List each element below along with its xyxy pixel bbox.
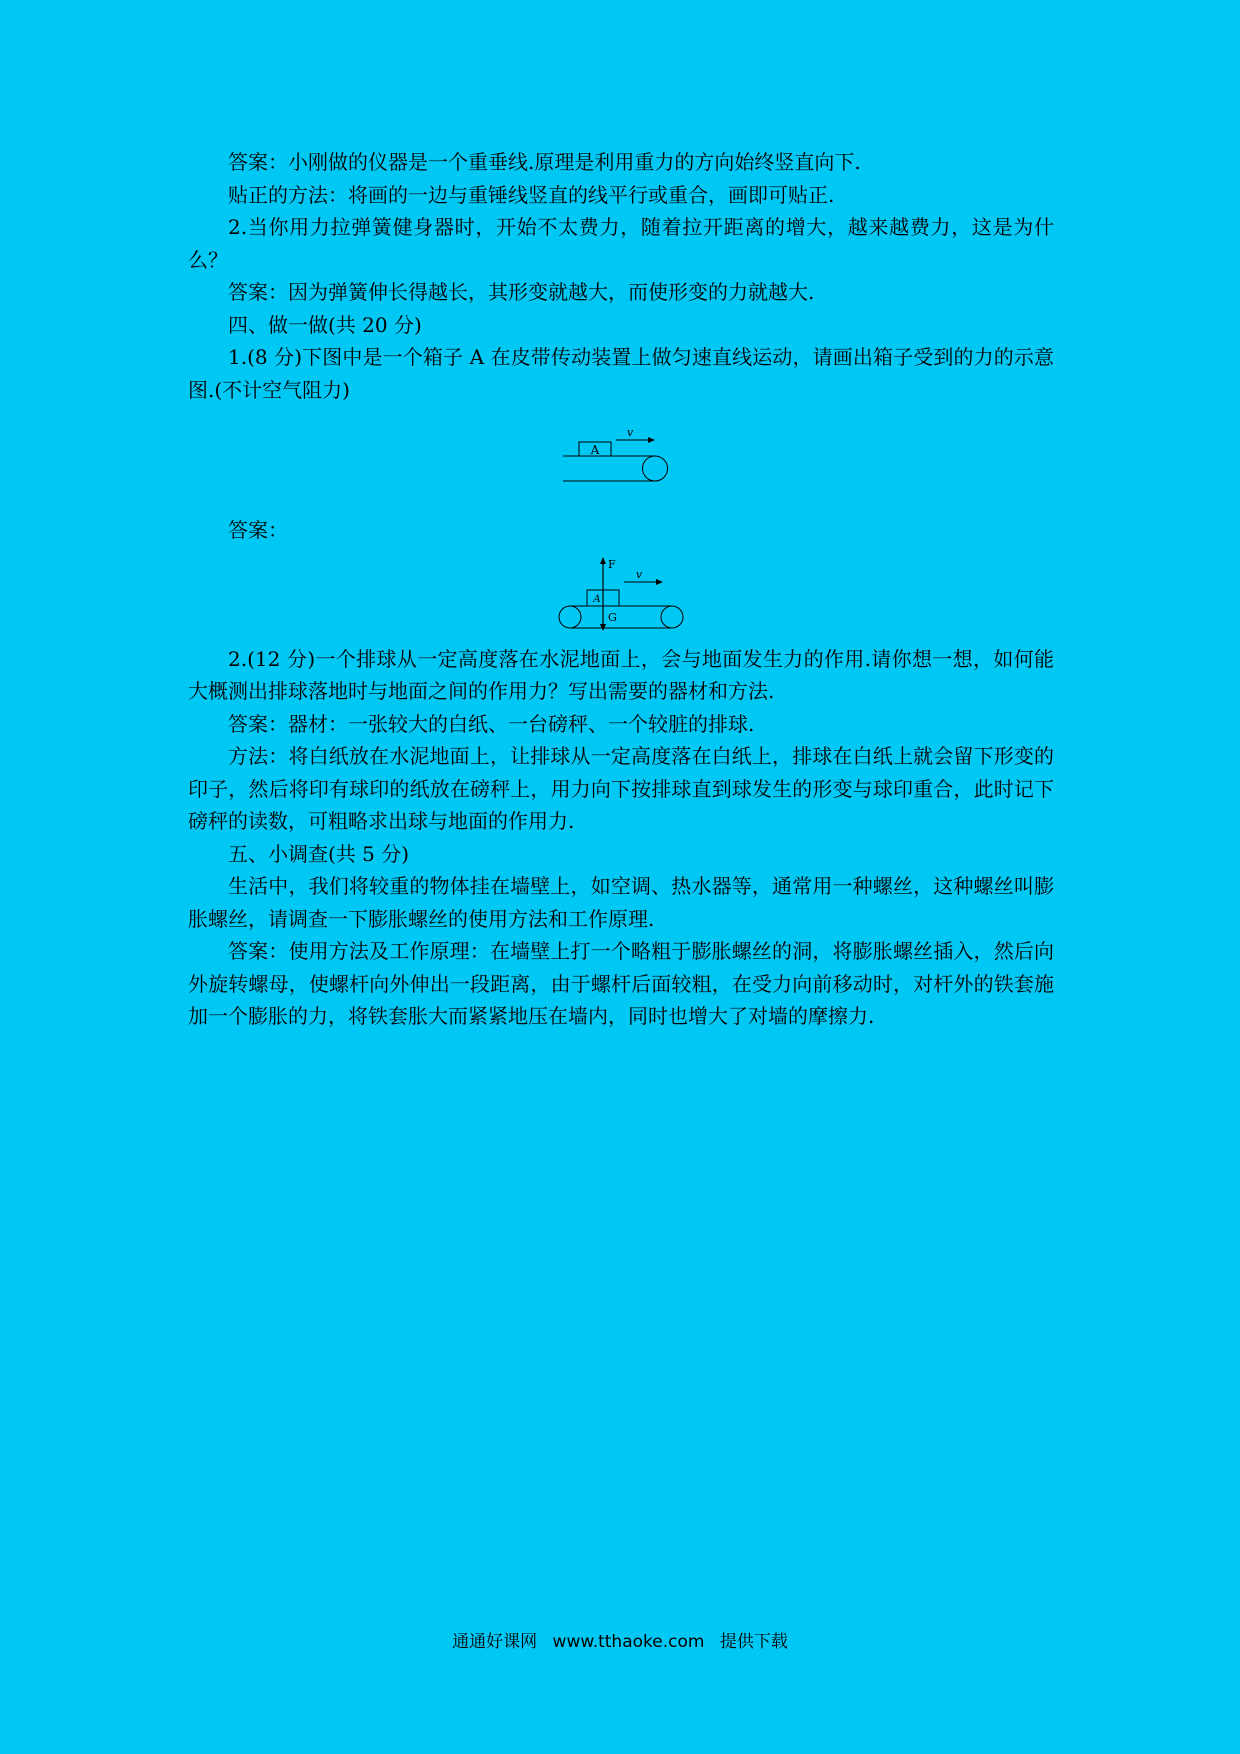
document-body: [188, 146, 1054, 1033]
velocity-label: v: [635, 567, 643, 581]
method-paragraph: 贴正的方法：将画的一边与重锤线竖直的线平行或重合，画即可贴正.: [228, 182, 835, 207]
footer-url: www.tthaoke.com: [552, 1632, 705, 1652]
left-pulley-wheel: [559, 606, 581, 628]
question-paragraph: 2.当你用力拉弹簧健身器时，开始不太费力，随着拉开距离的增大，越来越费力，这是为什么？: [188, 215, 1054, 272]
footer-suffix: 提供下载: [719, 1632, 788, 1652]
right-pulley-wheel: [661, 606, 683, 628]
velocity-label: v: [626, 426, 634, 439]
question-paragraph: 生活中，我们将较重的物体挂在墙壁上，如空调、热水器等，通常用一种螺丝，这种螺丝叫膨胀螺丝，请调查一下膨胀螺丝的使用方法和工作原理.: [188, 874, 1054, 931]
velocity-arrowhead: [648, 437, 655, 443]
answer-paragraph: 答案：小刚做的仪器是一个重垂线.原理是利用重力的方向始终竖直向下.: [228, 150, 861, 174]
method-paragraph: 方法：将白纸放在水泥地面上，让排球从一定高度落在白纸上，排球在白纸上就会留下形变的印子，然后将印有球印的纸放在磅秤上，用力向下按排球直到球发生的形变与球印重合，此时记下磅秤的读数，可粗略求出球与地面的作用力.: [188, 744, 1054, 833]
force-diagram: [556, 555, 686, 635]
answer-paragraph: 答案：因为弹簧伸长得越长，其形变就越大，而使形变的力就越大.: [228, 280, 815, 304]
answer-paragraph: 答案：器材：一张较大的白纸、一台磅秤、一个较脏的排球.: [228, 711, 755, 736]
question-paragraph: 1.(8 分)下图中是一个箱子 A 在皮带传动装置上做匀速直线运动，请画出箱子受到的力的示意图.(不计空气阻力): [188, 345, 1054, 402]
figure-belt-answer: [188, 547, 1054, 643]
pulley-wheel: [643, 456, 668, 481]
box-a-label: A: [593, 593, 601, 605]
section-heading: 五、小调查(共 5 分): [228, 841, 410, 866]
belt-diagram: [561, 425, 681, 495]
page-footer: [0, 1627, 1240, 1652]
footer-site-name: 通通好课网: [452, 1632, 538, 1652]
answer-label: 答案：: [228, 518, 288, 542]
force-f-label: F: [608, 557, 616, 571]
force-g-label: G: [608, 610, 617, 624]
section-heading: 四、做一做(共 20 分): [228, 312, 422, 337]
velocity-arrowhead: [656, 579, 663, 585]
box-a-label: A: [590, 443, 600, 457]
answer-paragraph: 答案：使用方法及工作原理：在墙壁上打一个略粗于膨胀螺丝的洞，将膨胀螺丝插入，然后向外旋转螺母，使螺杆向外伸出一段距离，由于螺杆后面较粗，在受力向前移动时，对杆外的铁套施加一个膨胀的力，将铁套胀大而紧紧地压在墙内，同时也增大了对墙的摩擦力.: [188, 939, 1054, 1028]
figure-belt-question: [188, 406, 1054, 514]
force-f-arrowhead: [600, 557, 606, 564]
question-paragraph: 2.(12 分)一个排球从一定高度落在水泥地面上，会与地面发生力的作用.请你想一想，如何能大概测出排球落地时与地面之间的作用力？写出需要的器材和方法.: [188, 646, 1054, 703]
